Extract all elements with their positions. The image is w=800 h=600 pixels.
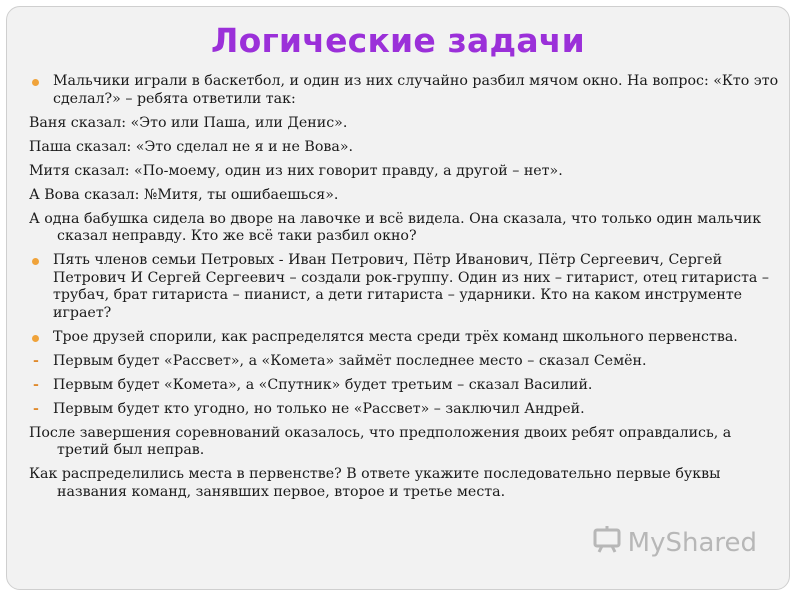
paragraph-text: Пять членов семьи Петровых - Иван Петрович, Пётр Иванович, Пётр Сергеевич, Сергей Петрович И Сергей Сергеевич – создали рок-группу. Один из них – гитарист, отец гитариста – трубач, брат гитариста – пианист, а дети гитариста – ударники. Кто на каком инструменте играет?: [53, 252, 769, 321]
paragraph-text: Первым будет «Комета», а «Спутник» будет третьим – сказал Василий.: [53, 376, 593, 393]
paragraph-7: [29, 252, 781, 322]
paragraph-text: Мальчики играли в баскетбол, и один из них случайно разбил мячом окно. На вопрос: «Кто это сделал?» – ребята ответили так:: [53, 73, 779, 107]
dash-bullet-icon: -: [33, 376, 39, 393]
paragraph-13: [29, 466, 781, 501]
paragraph-8: [29, 329, 781, 347]
bullet-icon: [32, 335, 39, 342]
paragraph-4: [29, 163, 781, 181]
paragraph-5: [29, 187, 781, 205]
paragraph-12: [29, 425, 781, 460]
paragraph-1: [29, 73, 781, 108]
slide: [6, 6, 790, 590]
paragraph-text: А Вова сказал: №Митя, ты ошибаешься».: [29, 186, 339, 203]
paragraph-6: [29, 211, 781, 246]
paragraph-11: [29, 401, 781, 419]
watermark-logo: [592, 524, 757, 561]
bullet-icon: [32, 258, 39, 265]
slide-title: Логические задачи: [211, 21, 585, 60]
paragraph-3: [29, 139, 781, 157]
paragraph-text: Трое друзей спорили, как распределятся места среди трёх команд школьного первенства.: [53, 328, 738, 345]
paragraph-text: Как распределились места в первенстве? В ответе укажите последовательно первые буквы названия команд, занявших первое, второе и третье места.: [29, 466, 721, 500]
paragraph-10: [29, 377, 781, 395]
presentation-board-icon: [592, 524, 622, 561]
paragraph-text: А одна бабушка сидела во дворе на лавочке и всё видела. Она сказала, что только один мальчик сказал неправду. Кто же всё таки разбил окно?: [29, 210, 762, 244]
paragraph-9: [29, 353, 781, 371]
paragraph-text: Ваня сказал: «Это или Паша, или Денис».: [29, 114, 348, 131]
dash-bullet-icon: -: [33, 352, 39, 369]
bullet-icon: [32, 79, 39, 86]
paragraph-text: Первым будет «Рассвет», а «Комета» займёт последнее место – сказал Семён.: [53, 352, 647, 369]
paragraph-2: [29, 115, 781, 133]
dash-bullet-icon: -: [33, 400, 39, 417]
slide-content: [29, 73, 781, 508]
paragraph-text: Митя сказал: «По-моему, один из них говорит правду, а другой – нет».: [29, 162, 563, 179]
paragraph-text: Первым будет кто угодно, но только не «Рассвет» – заключил Андрей.: [53, 400, 585, 417]
watermark-text: MyShared: [627, 527, 757, 558]
paragraph-text: Паша сказал: «Это сделал не я и не Вова».: [29, 138, 354, 155]
paragraph-text: После завершения соревнований оказалось, что предположения двоих ребят оправдались, а третий был неправ.: [29, 424, 732, 458]
